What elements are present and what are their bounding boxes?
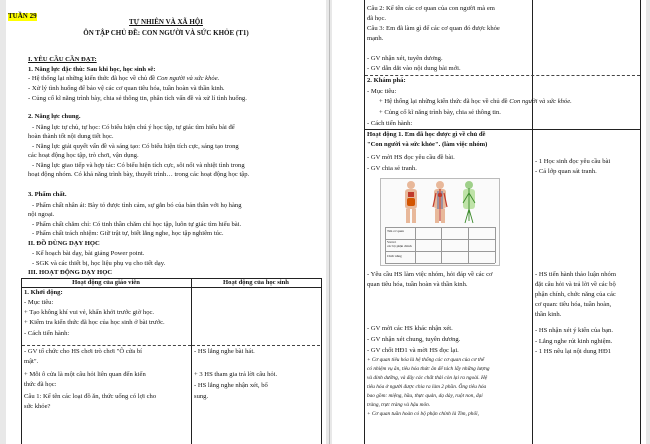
body-systems-image	[381, 179, 499, 225]
teacher-step-2: + Mỗi ô cửa là một câu hỏi liên quan đến kiến	[24, 371, 146, 378]
student-discuss-2: đặt câu hỏi và trả lời về các bộ	[535, 281, 616, 288]
teacher-invite-comment: - GV mời các HS khác nhận xét.	[367, 325, 453, 332]
s1-l7: các hoạt động học tập, trò chơi, vận dụng.	[28, 152, 139, 159]
s3-heading: III. HOẠT ĐỘNG DẠY HỌC	[28, 269, 113, 276]
kham-pha-goal: - Mục tiêu:	[367, 88, 397, 95]
s2-heading: II. ĐỒ DÙNG DẠY HỌC	[28, 240, 100, 247]
teacher-group-work: - Yêu cầu HS làm việc nhóm, hỏi đáp về các cơ	[367, 271, 493, 278]
organ-illustration	[380, 178, 500, 266]
right-page	[332, 0, 646, 444]
teacher-step-2b: thức đã học:	[24, 381, 57, 388]
student-read-task: - 1 Học sinh đọc yêu cầu bài	[535, 158, 611, 165]
question-3: Câu 3: Em đã làm gì để các cơ quan đó được khỏe	[367, 25, 500, 32]
s2-l2: - SGK và các thiết bị, học liệu phụ vụ cho tiết dạy.	[32, 260, 166, 267]
student-discuss-3: phận chính, chức năng của các	[535, 291, 616, 298]
question-2b: đã học.	[367, 15, 387, 22]
subject-title: TỰ NHIÊN VÀ XÃ HỘI	[129, 18, 203, 26]
s1-l9: hoạt động nhóm. Có khả năng trình bày, thuyết trình… trong các hoạt động học tập.	[28, 171, 250, 178]
organ-row-3-label: Chức năng	[387, 254, 402, 258]
question-3b: mạnh.	[367, 35, 384, 42]
note-line-2: có nhiệm vụ ăn, tiêu hóa thức ăn để tách lấy những lượng	[367, 366, 490, 372]
student-comment: - HS nhận xét ý kiến của bạn.	[535, 327, 614, 334]
khoi-dong-method: - Cách tiến hành:	[24, 330, 70, 337]
teacher-invite-read: - GV mời HS đọc yêu cầu đề bài.	[367, 154, 455, 161]
teacher-step-1: - GV tổ chức cho HS chơi trò chơi "Ô cửa bí	[24, 348, 142, 355]
circulatory-figure-icon	[433, 181, 447, 223]
kham-pha-method: - Cách tiến hành:	[367, 120, 413, 127]
week-label: TUẦN 29	[8, 12, 37, 20]
s1-h2: 2. Năng lực chung.	[28, 113, 81, 120]
teacher-step-1b: mật".	[24, 358, 39, 365]
activity-1-title: Hoạt động 1. Em đã học được gì về chủ đề	[367, 131, 486, 138]
teacher-step-3b: sức khỏe?	[24, 403, 51, 410]
s1-l13: - Phẩm chất trách nhiệm: Giữ trật tự, biết lắng nghe, học tập nghiêm túc.	[32, 230, 224, 237]
student-step-3b: sung.	[194, 393, 209, 400]
page-gap	[329, 0, 330, 444]
teacher-comment: - GV nhận xét, tuyên dương.	[367, 55, 443, 62]
question-2: Câu 2: Kể tên các cơ quan của con người mà em	[367, 5, 495, 12]
activity-1-subtitle: "Con người và sức khỏe". (làm việc nhóm)	[367, 141, 488, 148]
khoi-dong-goal-2: + Kiểm tra kiến thức đã học của học sinh ở bài trước.	[24, 319, 165, 326]
s1-l3: - Củng cố kĩ năng trình bày, chia sẻ thông tin, phân tích vấn đề và xử lí tình huống.	[28, 95, 247, 102]
student-restate: - 1 HS nêu lại nội dung HĐ1	[535, 348, 612, 355]
teacher-lead-in: - GV dẫn dắt vào nội dung bài mới.	[367, 65, 461, 72]
s1-h1: 1. Năng lực đặc thù: Sau khi học, học sinh sẽ:	[28, 66, 156, 73]
teacher-group-work-b: quan tiêu hóa, tuần hoàn và thần kinh.	[367, 281, 468, 288]
student-listen: - Lắng nghe rút kinh nghiệm.	[535, 338, 613, 345]
student-step-1: - HS lắng nghe bài hát.	[194, 348, 255, 355]
student-discuss-5: thần kinh.	[535, 311, 562, 318]
teacher-general-comment: - GV nhận xét chung, tuyên dương.	[367, 336, 461, 343]
lesson-title: ÔN TẬP CHỦ ĐỀ: CON NGƯỜI VÀ SỨC KHỎE (T1)	[83, 29, 249, 37]
s1-l12: - Phẩm chất chăm chỉ: Có tinh thần chăm chỉ học tập, luôn tự giác tìm hiểu bài.	[32, 221, 242, 228]
note-line-4: tiêu hóa ở người được chia ra làm 2 phần. Ống tiêu hóa	[367, 384, 487, 390]
note-line-1: + Cơ quan tiêu hóa là hệ thống các cơ quan của cơ thể	[367, 357, 485, 363]
student-discuss-1: - HS tiến hành thảo luận nhóm	[535, 271, 616, 278]
student-discuss-4: cơ quan: tiêu hóa, tuần hoàn,	[535, 301, 612, 308]
kham-pha-goal-2: + Củng cố kĩ năng trình bày, chia sẻ thông tin.	[379, 109, 501, 116]
s1-h3: 3. Phẩm chất.	[28, 191, 67, 198]
s2-l1: - Kế hoạch bài dạy, bài giảng Power point.	[32, 250, 145, 257]
s1-l11: nội ngoại.	[28, 211, 55, 218]
s1-l8: - Năng lực giao tiếp và hợp tác: Có biểu hiện tích cực, sôi nổi và nhiệt tình trong	[32, 162, 245, 169]
s1-l6: - Năng lực giải quyết vấn đề và sáng tạo: Có biểu hiện tích cực, sáng tạo trong	[32, 143, 239, 150]
s1-l5: hoàn thành tốt nội dung tiết học.	[28, 133, 114, 140]
note-line-7: + Cơ quan tuần hoàn có bộ phận chính là Tim, phổi,	[367, 411, 479, 417]
kham-pha-goal-1: + Hệ thống lại những kiến thức đã học về chủ đề Con người và sức khỏe.	[379, 98, 572, 105]
s1-heading: I. YÊU CẦU CẦN ĐẠT:	[28, 56, 97, 63]
s1-l10: - Phẩm chất nhân ái: Bày tỏ được tình cảm, sự gắn bó của bản thân với họ hàng	[32, 202, 242, 209]
teacher-share-picture: - GV chia sẻ tranh.	[367, 165, 417, 172]
col-teacher-header: Hoạt động của giáo viên	[72, 279, 140, 286]
kham-pha-title: 2. Khám phá:	[367, 77, 406, 84]
khoi-dong-goal: - Mục tiêu:	[24, 299, 54, 306]
s1-l4: - Năng lực tự chủ, tự học: Có biểu hiện chú ý học tập, tự giác tìm hiểu bài để	[32, 124, 235, 131]
organ-row-2-label: Vai trò các bộ phận chính	[387, 240, 412, 248]
student-step-3: - HS lắng nghe nhận xét, bổ	[194, 382, 268, 389]
note-line-3: và dinh dưỡng, và đây các chất thải còn lại ra ngoài. Hệ	[367, 375, 488, 381]
khoi-dong-title: 1. Khởi động:	[24, 289, 63, 296]
teacher-conclude: - GV chốt HĐ1 và mời HS đọc lại.	[367, 347, 459, 354]
student-step-2: + 3 HS tham gia trả lời câu hỏi.	[194, 371, 278, 378]
organ-row-1-label: Tên cơ quan	[387, 229, 404, 233]
teacher-step-3: Câu 1: Kể tên các loại đồ ăn, thức uống có lợi cho	[24, 393, 157, 400]
note-line-5: bao gồm: miệng, hầu, thực quản, dạ dày, ruột non, đại	[367, 393, 483, 399]
s1-l2: - Xử lý tình huống để bảo vệ các cơ quan tiêu hóa, tuần hoàn và thần kinh.	[28, 85, 225, 92]
khoi-dong-goal-1: + Tạo không khí vui vẻ, khấn khởi trước giờ học.	[24, 309, 155, 316]
left-page	[6, 0, 326, 444]
digestive-figure-icon	[405, 181, 417, 223]
col-student-header: Hoạt động của học sinh	[223, 279, 289, 286]
student-observe: - Cả lớp quan sát tranh.	[535, 168, 597, 175]
note-line-6: tràng, trực tràng và hậu môn.	[367, 402, 431, 408]
s1-l1: - Hệ thống lại những kiến thức đã học về chủ đề Con người và sức khỏe.	[28, 75, 220, 82]
nervous-figure-icon	[463, 181, 475, 223]
